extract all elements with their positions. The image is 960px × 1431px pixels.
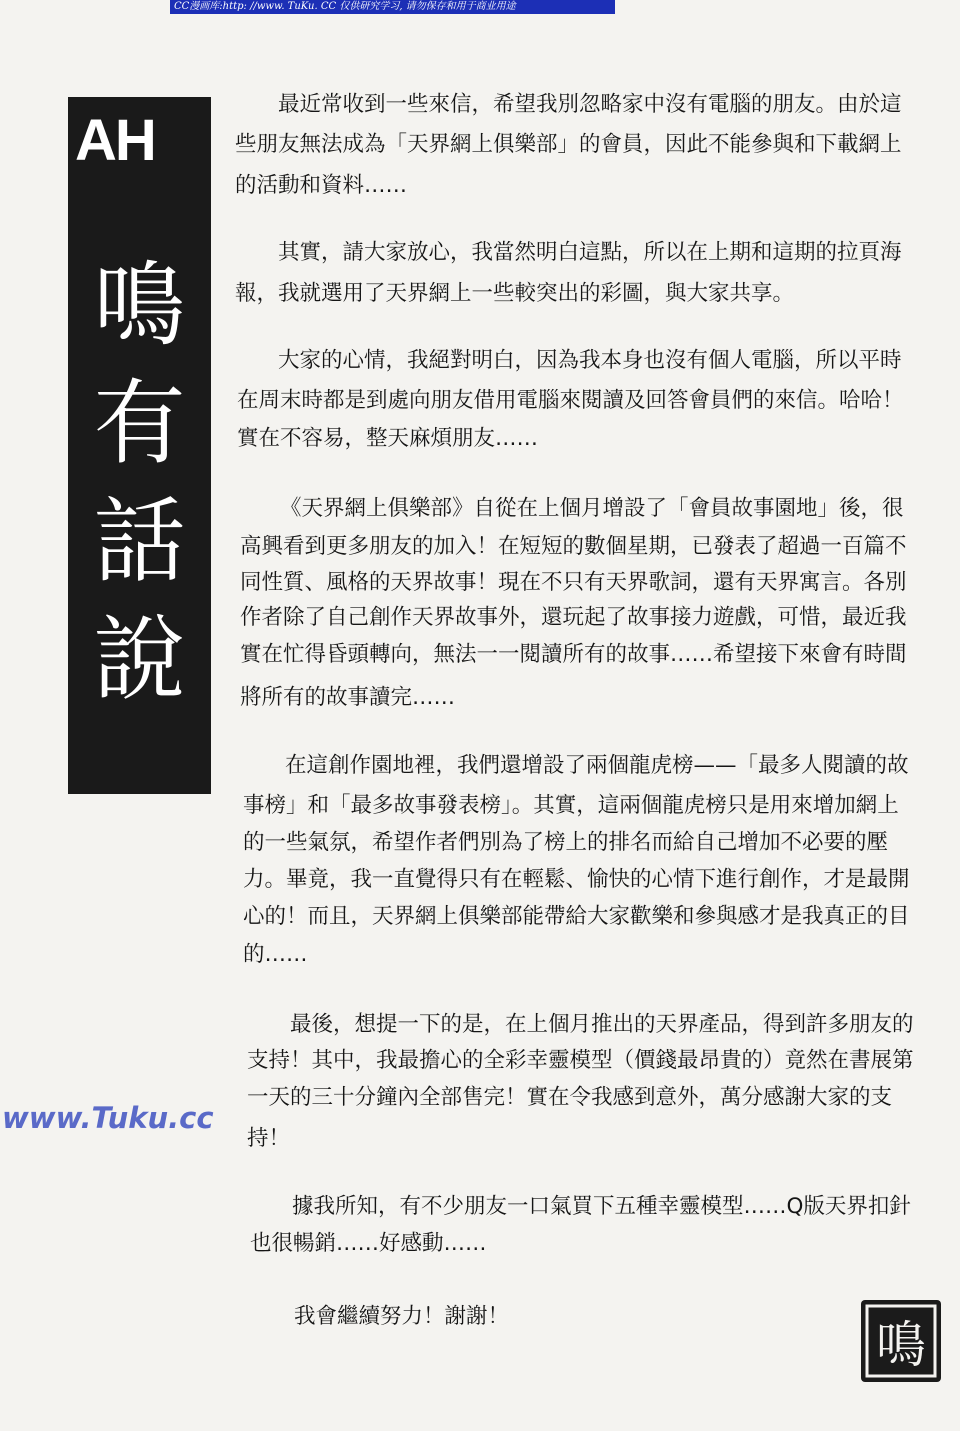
text-line: 我會繼續努力！謝謝！ [294,1304,510,1329]
text-line: 報，我就選用了天界網上一些較突出的彩圖，與大家共享。 [235,281,795,306]
title-char: 有 [93,370,186,477]
text-line: 大家的心情，我絕對明白，因為我本身也沒有個人電腦，所以平時 [278,348,902,373]
title-char: 說 [93,606,186,713]
text-line: 在這創作園地裡，我們還增設了兩個龍虎榜——「最多人閱讀的故 [285,753,909,778]
text-line: 同性質、風格的天界故事！現在不只有天界歌詞，還有天界寓言。各別 [240,570,907,595]
text-line: 些朋友無法成為「天界網上俱樂部」的會員，因此不能參與和下載網上 [235,132,902,157]
text-line: 據我所知，有不少朋友一口氣買下五種幸靈模型……Q版天界扣針 [292,1194,911,1219]
title-latin: AH [75,108,155,173]
text-line: 實在不容易，整天麻煩朋友…… [237,426,539,451]
text-line: 持！ [247,1126,291,1151]
text-line: 將所有的故事讀完…… [240,685,456,710]
text-line: 事榜」和「最多故事發表榜」。其實，這兩個龍虎榜只是用來增加網上 [243,793,899,818]
text-line: 其實，請大家放心，我當然明白這點，所以在上期和這期的拉頁海 [278,240,902,265]
seal-char: 鳴 [876,1316,926,1374]
author-seal [861,1300,941,1382]
source-banner: CC漫画库:http: //www. TuKu. CC 仅供研究学习, 请勿保存和用于商业用途 [170,0,615,14]
title-char: 鳴 [93,252,186,359]
text-line: 最後，想提一下的是，在上個月推出的天界產品，得到許多朋友的 [290,1012,914,1037]
site-watermark: www.Tuku.cc [2,1101,214,1135]
text-line: 在周末時都是到處向朋友借用電腦來閱讀及回答會員們的來信。哈哈！ [237,388,904,413]
text-line: 支持！其中，我最擔心的全彩幸靈模型（價錢最昂貴的）竟然在書展第 [247,1048,914,1073]
text-line: 實在忙得昏頭轉向，無法一一閱讀所有的故事……希望接下來會有時間 [240,642,907,667]
text-line: 高興看到更多朋友的加入！在短短的數個星期，已發表了超過一百篇不 [240,534,907,559]
text-line: 的活動和資料…… [235,173,408,198]
text-line: 《天界網上俱樂部》自從在上個月增設了「會員故事園地」後，很 [280,496,904,521]
text-line: 也很暢銷……好感動…… [250,1231,487,1256]
text-line: 心的！而且，天界網上俱樂部能帶給大家歡樂和參與感才是我真正的目 [243,904,910,929]
text-line: 一天的三十分鐘內全部售完！實在令我感到意外，萬分感謝大家的支 [247,1085,893,1110]
title-char: 話 [93,488,186,595]
seal-mark-icon [861,1300,941,1382]
text-line: 最近常收到一些來信，希望我別忽略家中沒有電腦的朋友。由於這 [278,92,902,117]
text-line: 力。畢竟，我一直覺得只有在輕鬆、愉快的心情下進行創作，才是最開 [243,867,910,892]
text-line: 作者除了自己創作天界故事外，還玩起了故事接力遊戲，可惜，最近我 [240,605,907,630]
text-line: 的一些氣氛，希望作者們別為了榜上的排名而給自己增加不必要的壓 [243,830,889,855]
text-line: 的…… [243,942,308,967]
